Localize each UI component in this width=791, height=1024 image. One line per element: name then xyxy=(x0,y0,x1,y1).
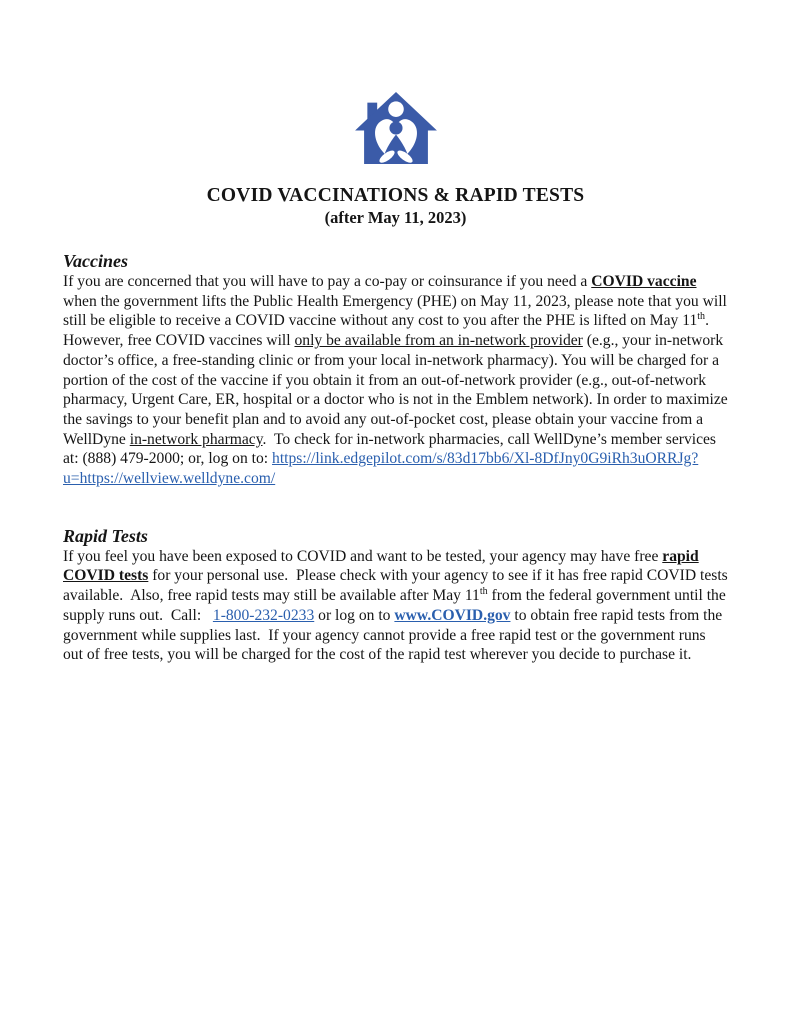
text-run: COVID vaccine xyxy=(591,273,697,290)
text-run: when the government lifts the Public Health Emergency (PHE) on May 11, 2023, please note that you will still be eligible to receive a COVID vaccine without any cost to you after the PHE is lifted on May 11 xyxy=(63,292,727,330)
text-run: . To check for in-network pharmacies, call WellDyne’s member services at: (888) 479-2000; or, log on to: xyxy=(63,430,716,468)
text-run: . However, free COVID vaccines will xyxy=(63,312,713,350)
text-run: only be available from an in-network provider xyxy=(294,332,583,350)
text-run: or log on to xyxy=(314,606,395,624)
house-family-logo xyxy=(355,92,437,164)
text-run: th xyxy=(697,311,706,323)
rapid-tests-paragraph xyxy=(63,547,728,665)
vaccines-paragraph xyxy=(63,272,728,489)
text-run: for your personal use. Please check with your agency to see if it has free rapid COVID tests available. Also, free rapid tests may still be available after May 11 xyxy=(63,567,728,605)
text-run: in-network pharmacy xyxy=(129,430,263,448)
text-run: If you feel you have been exposed to COVID and want to be tested, your agency may have free xyxy=(63,547,663,565)
hyperlink[interactable]: www.COVID.gov xyxy=(394,606,511,624)
text-run: from the federal government until the supply runs out. Call: xyxy=(63,587,726,624)
text-run: If you are concerned that you will have to pay a co-pay or coinsurance if you need a xyxy=(63,273,592,290)
logo-container xyxy=(63,0,728,169)
hyperlink[interactable]: 1-800-232-0233 xyxy=(212,606,315,624)
rapid-tests-heading: Rapid Tests xyxy=(63,525,148,546)
text-run: (e.g., your in-network doctor’s office, a free-standing clinic or from your local in-network pharmacy). You will be charged for a portion of the cost of the vaccine if you obtain it from an out-of-network provider (e.g., out-of-network pharmacy, Urgent Care, ER, hospital or a doctor who is not in the Emblem network). In order to maximize the savings to your benefit plan and to avoid any out-of-pocket cost, please obtain your vaccine from a WellDyne xyxy=(63,332,728,448)
hyperlink[interactable]: https://link.edgepilot.com/s/83d17bb6/Xl-8DfJny0G9iRh3uORRJg?u=https://wellview.welldyne.com/ xyxy=(63,450,699,488)
text-run: rapid COVID tests xyxy=(63,547,699,585)
document-subtitle: (after May 11, 2023) xyxy=(324,208,467,227)
vaccines-heading: Vaccines xyxy=(63,251,128,271)
text-run: th xyxy=(479,585,488,597)
section-vaccines xyxy=(63,250,728,489)
text-run: to obtain free rapid tests from the government while supplies last. If your agency cannot provide a free rapid test or the government runs out of free tests, you will be charged for the cost of the rapid test wherever you decide to purchase it. xyxy=(63,606,723,664)
section-rapid-tests xyxy=(63,525,728,665)
document-title: COVID VACCINATIONS & RAPID TESTS xyxy=(206,185,585,206)
